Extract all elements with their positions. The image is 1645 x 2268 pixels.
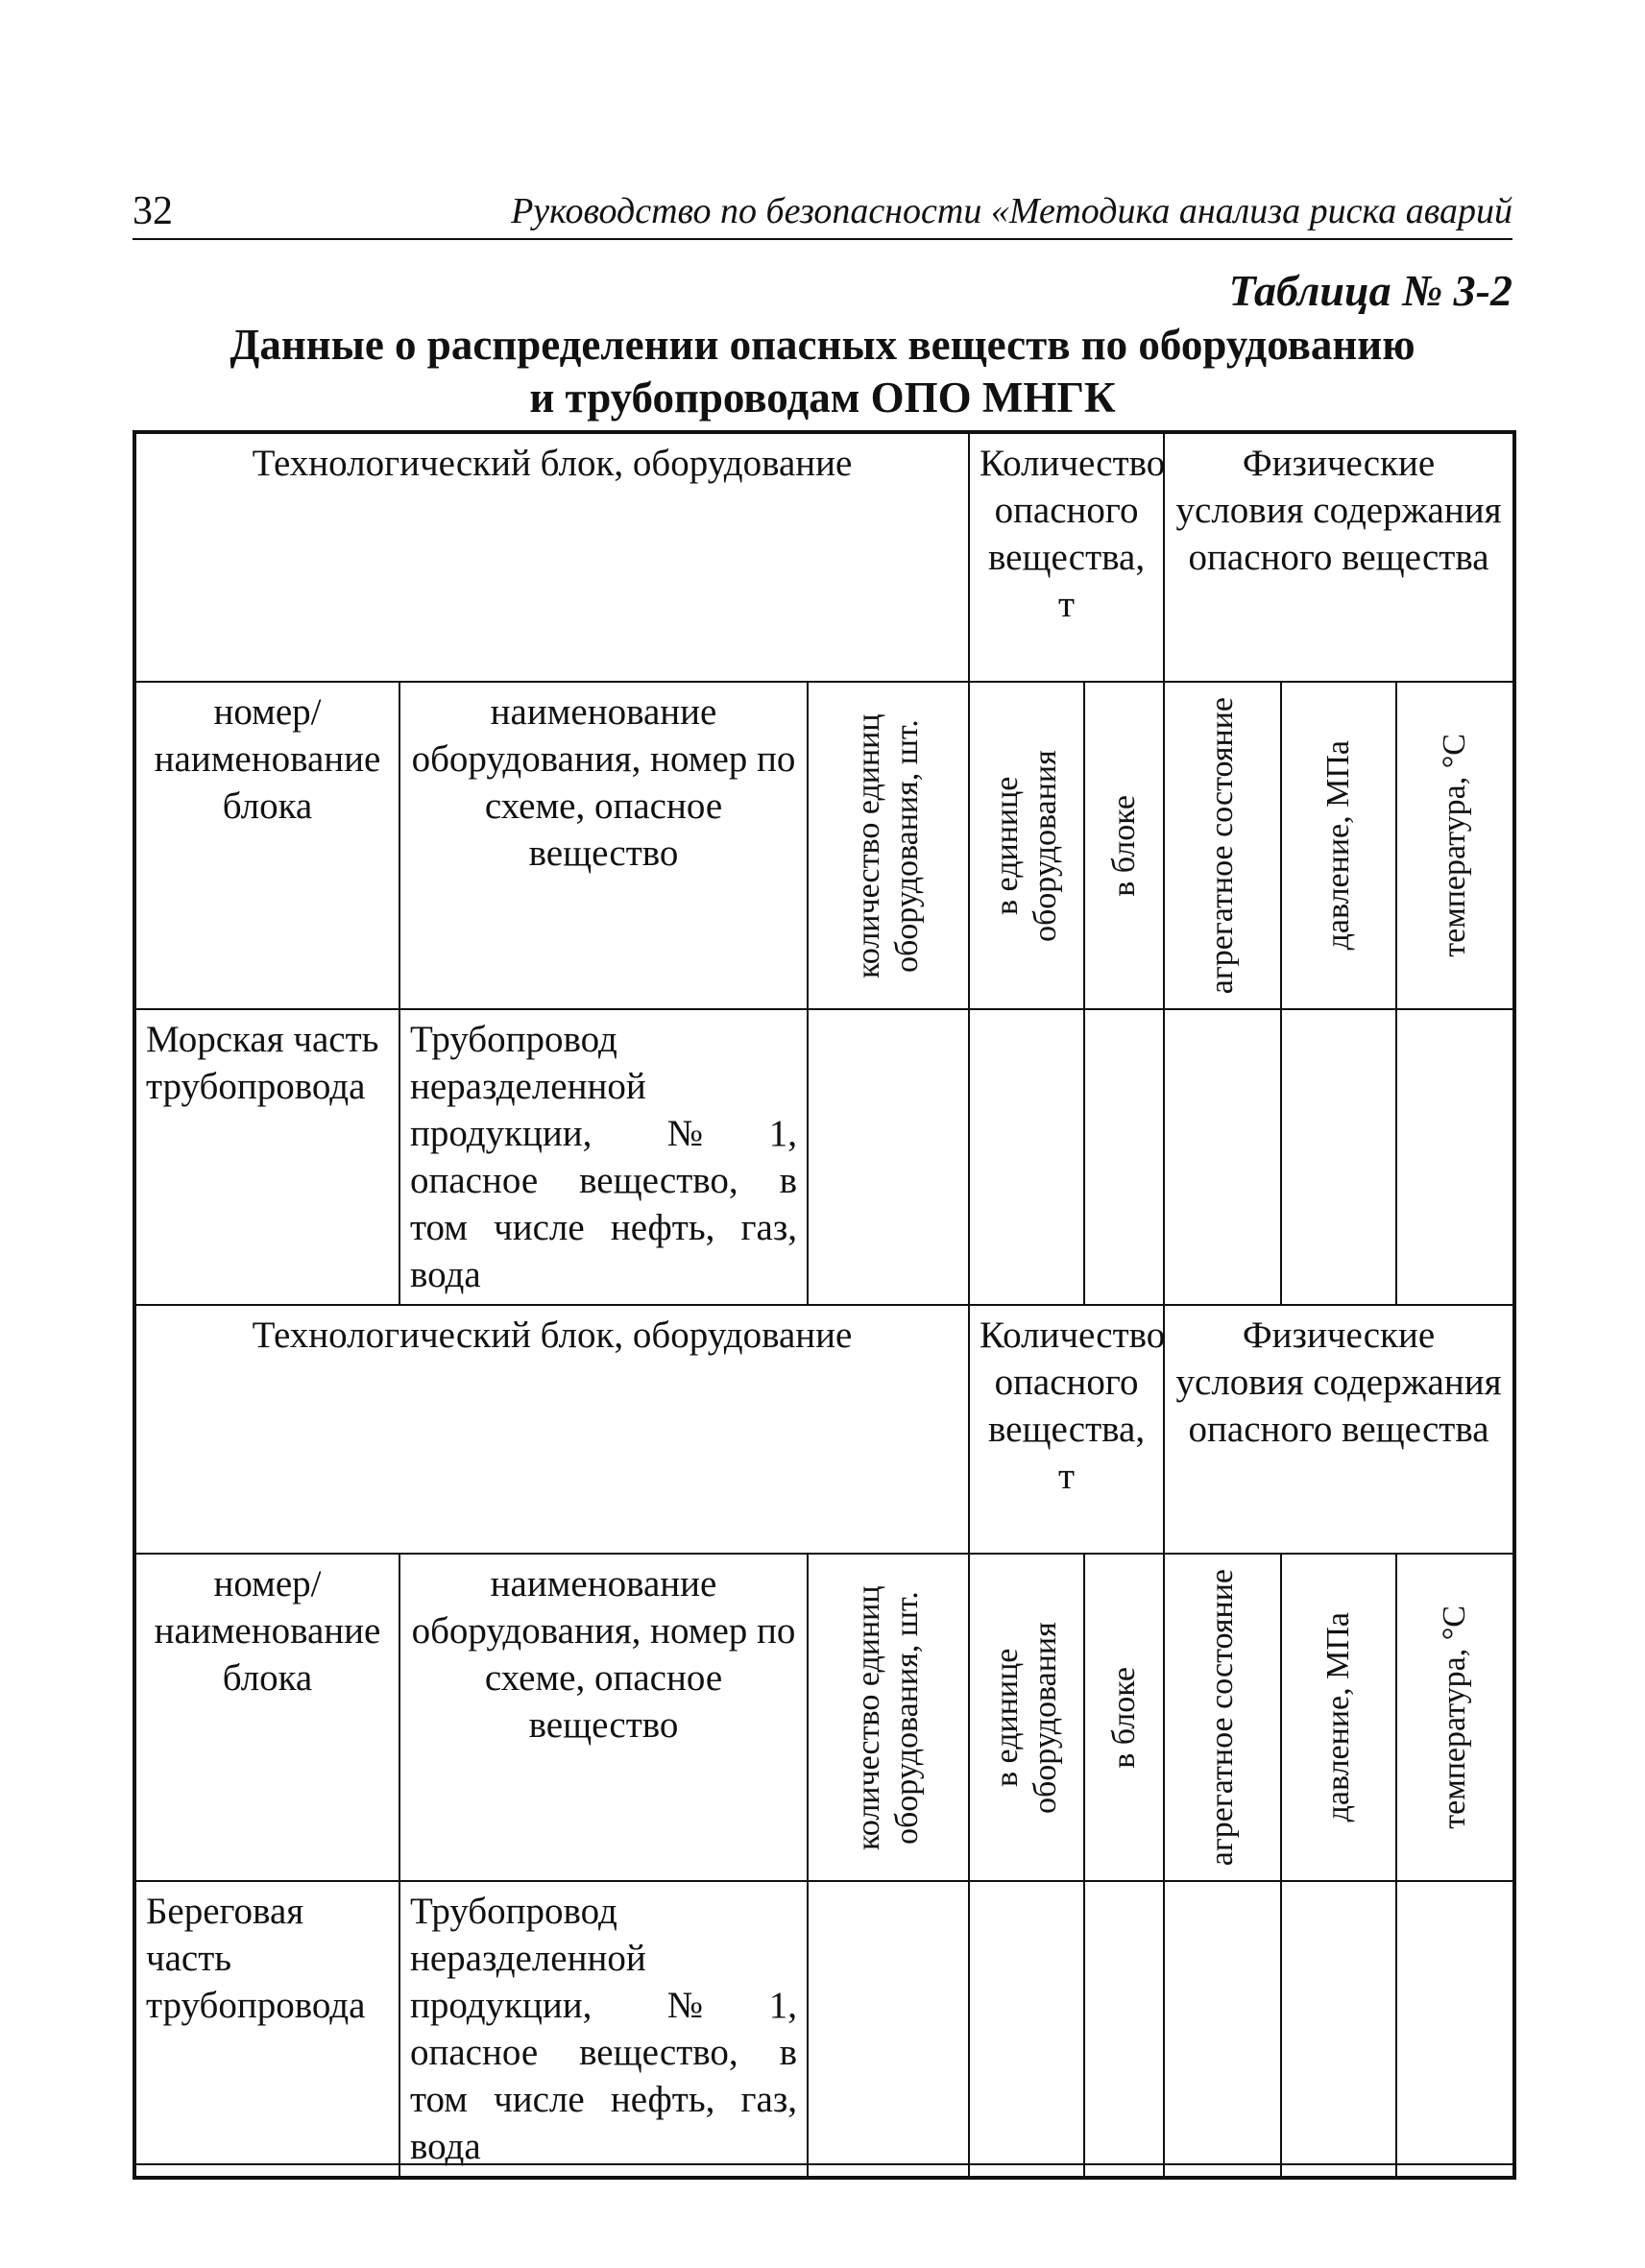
empty-cell (969, 1009, 1084, 1305)
per-unit-header (969, 1554, 1084, 1881)
empty-cell (1164, 1881, 1281, 2178)
hazardous-substances-table (133, 430, 1516, 2180)
aggregate-state-header (1164, 1554, 1281, 1881)
per-unit-header-text: в единице оборудования (989, 1621, 1064, 1814)
pressure-header-text: давление, МПа (1320, 1612, 1357, 1822)
block-name-header: номер/наименование блока (134, 1554, 399, 1881)
empty-cell (1164, 1009, 1281, 1305)
page-number: 32 (133, 189, 173, 233)
units-count-header-text: количество единиц оборудования, шт. (851, 712, 925, 978)
block-name-cell: Морская часть трубопровода (134, 1009, 399, 1305)
table-row (134, 1881, 1514, 2178)
block-name-header: номер/наименование блока (134, 682, 399, 1009)
empty-cell (1084, 1881, 1164, 2178)
group-header-row (134, 1305, 1514, 1554)
aggregate-state-header-text: агрегатное состояние (1204, 696, 1241, 995)
temperature-header-text: температура, °С (1437, 1605, 1473, 1829)
in-block-header-text: в блоке (1105, 1666, 1142, 1769)
group-quantity-header: Количество опасного вещества, т (969, 432, 1164, 682)
table-title (133, 319, 1512, 424)
empty-cell (1281, 1009, 1396, 1305)
table-row (134, 1009, 1514, 1305)
temperature-header (1396, 682, 1514, 1009)
aggregate-state-header (1164, 682, 1281, 1009)
pressure-header-text: давление, МПа (1320, 740, 1357, 951)
empty-cell (1281, 1881, 1396, 2178)
pressure-header (1281, 1554, 1396, 1881)
group-block-header: Технологический блок, оборудование (134, 432, 969, 682)
equipment-name-header: наименование оборудования, номер по схеме, опасное вещество (399, 682, 808, 1009)
empty-cell (808, 1009, 969, 1305)
column-header-row (134, 1554, 1514, 1881)
empty-cell (1396, 1009, 1514, 1305)
table-title-line-1: Данные о распределении опасных веществ по оборудованию (230, 321, 1415, 369)
group-block-header: Технологический блок, оборудование (134, 1305, 969, 1554)
group-header-row (134, 432, 1514, 682)
footer-rule (133, 2163, 1512, 2165)
header-rule (133, 238, 1512, 240)
units-count-header-text: количество единиц оборудования, шт. (851, 1584, 925, 1850)
table-title-line-2: и трубопроводам ОПО МНГК (529, 374, 1116, 422)
units-count-header (808, 1554, 969, 1881)
block-name-cell: Береговая часть трубопровода (134, 1881, 399, 2178)
in-block-header-text: в блоке (1105, 794, 1142, 897)
pressure-header (1281, 682, 1396, 1009)
equipment-name-header: наименование оборудования, номер по схеме, опасное вещество (399, 1554, 808, 1881)
empty-cell (1084, 1009, 1164, 1305)
aggregate-state-header-text: агрегатное состояние (1204, 1568, 1241, 1867)
units-count-header (808, 682, 969, 1009)
group-conditions-header: Физические условия содержания опасного вещества (1164, 1305, 1514, 1554)
equipment-cell: Трубопровод неразделенной продукции, №1, опасное вещество, в том числе нефть, газ, вода (399, 1881, 808, 2178)
equipment-cell: Трубопровод неразделенной продукции, №1, опасное вещество, в том числе нефть, газ, вода (399, 1009, 808, 1305)
running-title: Руководство по безопасности «Методика анализа риска аварий (511, 191, 1512, 231)
group-quantity-header: Количество опасного вещества, т (969, 1305, 1164, 1554)
group-conditions-header: Физические условия содержания опасного вещества (1164, 432, 1514, 682)
temperature-header-text: температура, °С (1437, 734, 1473, 957)
in-block-header (1084, 682, 1164, 1009)
table-label: Таблица № 3-2 (1228, 266, 1512, 315)
temperature-header (1396, 1554, 1514, 1881)
in-block-header (1084, 1554, 1164, 1881)
column-header-row (134, 682, 1514, 1009)
per-unit-header (969, 682, 1084, 1009)
empty-cell (1396, 1881, 1514, 2178)
empty-cell (969, 1881, 1084, 2178)
per-unit-header-text: в единице оборудования (989, 749, 1064, 942)
empty-cell (808, 1881, 969, 2178)
